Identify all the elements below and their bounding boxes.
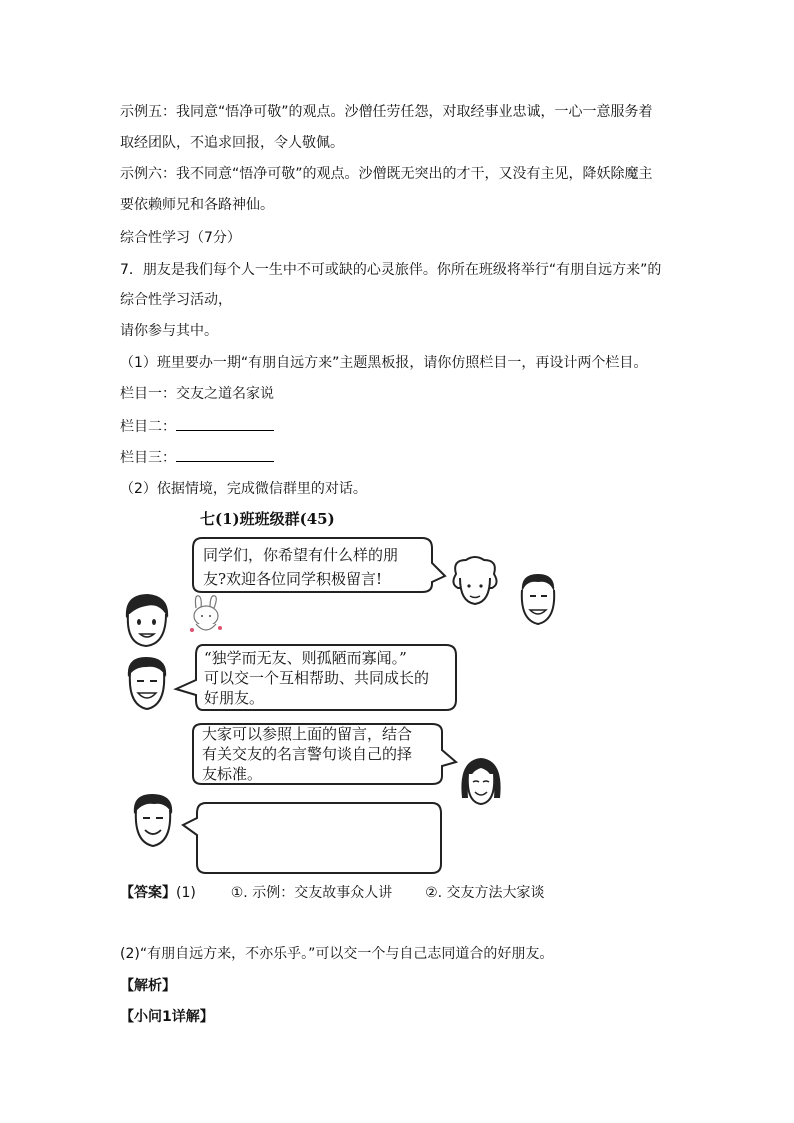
bunny-sticker-icon <box>186 592 226 636</box>
example-five-line-2: 取经团队，不追求回报，令人敬佩。 <box>120 135 344 151</box>
student-avatar-icon <box>128 792 178 848</box>
girl-avatar-icon <box>122 592 172 648</box>
bubble-empty-answer <box>183 803 441 873</box>
man-avatar-icon <box>516 572 560 628</box>
bubble-teacher-line-1: 同学们，你希望有什么样的朋 <box>203 546 399 564</box>
chat-group-title: 七(1)班班级群(45) <box>200 510 335 528</box>
answer-item-2: ②. 交友方法大家谈 <box>425 885 545 901</box>
bubble-student-line-3: 好朋友。 <box>204 689 265 707</box>
section-heading: 综合性学习（7分） <box>120 230 241 246</box>
answer-part-1: (1) <box>176 885 196 901</box>
question-7-line-3: 请你参与其中。 <box>120 323 218 339</box>
bubble-teacher2-line-2: 有关交友的名言警句谈自己的择 <box>202 745 413 763</box>
analysis-heading: 【解析】 <box>120 978 176 994</box>
answer-part-2: (2)“有朋自远方来，不亦乐乎。”可以交一个与自己志同道合的好朋友。 <box>120 946 554 962</box>
sub-question-1-detail: 【小问1详解】 <box>120 1009 214 1025</box>
example-five-line-1: 示例五：我同意“悟净可敬”的观点。沙僧任劳任怨，对取经事业忠诚，一心一意服务着 <box>120 104 653 120</box>
question-7-line-1: 7．朋友是我们每个人一生中不可或缺的心灵旅伴。你所在班级将举行“有朋自远方来”的 <box>120 262 662 278</box>
column-three-label: 栏目三： <box>120 450 176 466</box>
bubble-student-line-1: “独学而无友、则孤陋而寡闻。” <box>204 649 407 667</box>
sub-question-2: （2）依据情境，完成微信群里的对话。 <box>120 481 367 497</box>
bubble-teacher-line-2: 友?欢迎各位同学积极留言! <box>203 570 383 588</box>
granny-avatar-icon <box>448 556 502 608</box>
woman-avatar-icon <box>458 756 504 806</box>
bubble-teacher2-line-1: 大家可以参照上面的留言，结合 <box>202 725 413 743</box>
column-two-label: 栏目二： <box>120 419 176 435</box>
answer-item-1: ①. 示例：交友故事众人讲 <box>230 885 393 901</box>
column-one: 栏目一：交友之道名家说 <box>120 386 274 402</box>
bubble-student-line-2: 可以交一个互相帮助、共同成长的 <box>204 669 430 687</box>
example-six-line-2: 要依赖师兄和各路神仙。 <box>120 197 274 213</box>
boy-avatar-icon <box>124 655 170 711</box>
question-7-line-2: 综合性学习活动， <box>120 292 232 308</box>
answer-label: 【答案】 <box>120 885 176 901</box>
bubble-teacher2-line-3: 友标准。 <box>202 765 263 783</box>
sub-question-1: （1）班里要办一期“有朋自远方来”主题黑板报，请你仿照栏目一，再设计两个栏目。 <box>120 355 648 371</box>
answer-line <box>120 883 545 903</box>
example-six-line-1: 示例六：我不同意“悟净可敬”的观点。沙僧既无突出的才干，又没有主见，降妖除魔主 <box>120 166 653 182</box>
